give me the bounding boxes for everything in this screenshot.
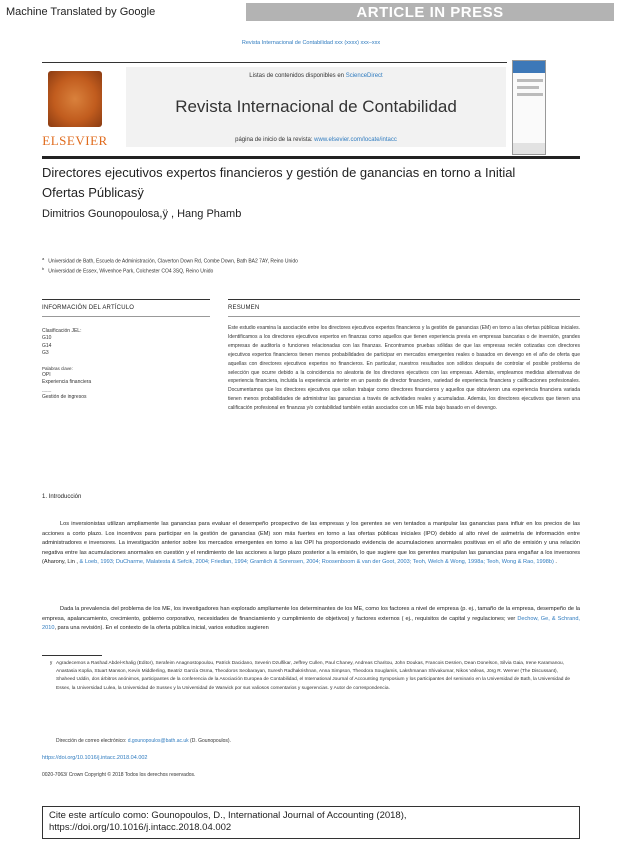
doi-link[interactable]: https://doi.org/10.1016/j.intacc.2018.04.002 <box>42 755 148 761</box>
abstract-text: Este estudio examina la asociación entre los directores ejecutivos expertos financieros y la gestión de ganancias (EM) en torno a las ofertas públicas iniciales. Identificamos a los directores ejecutivos expertos en finanzas como aquellos que tienen experiencia previa en empresas bancarias o de inversión, grandes empresas de auditoría o funciones relacionadas con las finanzas. Encontramos pruebas sólidas de que las empresas recién cotizadas con directores ejecutivos expertos financieros tienen menos probabilidades de participar en mercados emergentes reales o basados en devengo en el año de oferta que aquellas con directores ejecutivos expertos no financieros. En particular, nuestros resultados son sólidos después de controlar el posible problema de selección que ocurre debido a la coincidencia no aleatoria de los directores ejecutivos con las empresas. Además, empleamos medidas alternativas de experiencia financiera, incluida la experiencia anterior en un puesto de director financiero, variedad de experiencia financiera y calificaciones profesionales. Documentamos que los directores ejecutivos que solían trabajar como directores financieros y aquellos que obtuvieron una experiencia financiera variada tienen menos probabilidades de administrar las ganancias a través de actividades reales y acumuladas. Además, los directores ejecutivos que tienen una calificación profesional en finanzas y/o contabilidad también están asociados con un ME más bajo basado en el devengo. <box>228 325 580 412</box>
article-info-subdivider <box>42 316 210 317</box>
jel-code: G3 <box>42 350 49 357</box>
journal-homepage-link[interactable]: www.elsevier.com/locate/intacc <box>314 137 397 143</box>
elsevier-logo-text: ELSEVIER <box>42 133 108 148</box>
email-link[interactable]: d.gounopoulos@bath.ac.uk <box>127 738 189 744</box>
article-in-press-banner: ARTICLE IN PRESS <box>246 3 614 21</box>
article-info-heading: INFORMACIÓN DEL ARTÍCULO <box>42 305 135 311</box>
article-info-block <box>42 328 172 402</box>
keywords-label: Palabras clave: <box>42 365 73 371</box>
contents-availability: Listas de contenidos disponibles en ScienceDirect <box>249 73 383 79</box>
citation-links[interactable]: & Loeb, 1993; DuCharme, Malatesta & Sefcik, 2004; Friedlan, 1994; Gramlich & Sorensen, 2004; Roosenboom & van der Goot, 2003; Teoh, Welch & Wong, 1998a; Teoh, Wong & Rao, 1998b) <box>79 559 554 565</box>
keyword: Experiencia financiera <box>42 379 92 386</box>
keyword: ------- <box>42 387 52 393</box>
jel-label: Clasificación JEL: <box>42 328 82 334</box>
citation-doi[interactable]: https://doi.org/10.1016/j.intacc.2018.04.002 <box>49 822 232 833</box>
abstract-divider <box>228 299 580 300</box>
journal-homepage: página de inicio de la revista: www.elsevier.com/locate/intacc <box>235 137 397 143</box>
citation-line: Cite este artículo como: Gounopoulos, D., International Journal of Accounting (2018), <box>49 810 407 821</box>
keyword: OPI <box>42 372 51 379</box>
affiliation-b: $^b$Universidad de Essex, Wivenhoe Park, Colchester CO4 3SQ, Reino Unido <box>42 266 214 275</box>
elsevier-tree-icon <box>48 71 102 127</box>
intro-paragraph-1: Los inversionistas utilizan ampliamente las ganancias para evaluar el desempeño prospectivo de las empresas y los gerentes se ven tentados a manipular las ganancias para influir en los precios de las acciones a corto plazo. Los incentivos para participar en la gestión de ganancias (EM) son más fuertes en torno a las ofertas públicas iniciales (IPO) debido al alto nivel de asimetría de información entre administradores e inversores. La investigación anterior sobre los mercados emergentes en torno a las OPI ha proporcionado evidencia de acumulaciones anormales positivas en el año de emisión y una relación negativa entre las acumulaciones anormales en cuestión y el rendimiento de las acciones a largo plazo posterior a la emisión, lo que sugiere que los gerentes manipulan las ganancias para engañar a los inversores (Aharony, Lin , & Loeb, 1993; DuCharme, Malatesta & Sefcik, 2004; Friedlan, 1994; Gramlich & Sorensen, 2004; Roosenboom & van der Goot, 2003; Teoh, Welch & Wong, 1998a; Teoh, Wong & Rao, 1998b) . <box>42 521 580 565</box>
machine-translated-label: Machine Translated by Google <box>6 6 156 18</box>
introduction-heading: 1. Introducción <box>42 494 82 500</box>
journal-cover-thumbnail <box>512 60 546 155</box>
corresponding-email: Dirección de correo electrónico: d.gounopoulos@bath.ac.uk (D. Gounopoulos). <box>56 738 231 744</box>
abstract-subdivider <box>228 316 580 317</box>
article-info-divider <box>42 299 210 300</box>
header-divider <box>42 156 580 159</box>
copyright-notice: 0020-7063/ Crown Copyright © 2018 Todos los derechos reservados. <box>42 772 196 778</box>
affiliation-a: $^a$Universidad de Bath, Escuela de Administración, Claverton Down Rd, Combe Down, Bath BA2 7AY, Reino Unido <box>42 256 298 265</box>
journal-header-panel <box>126 67 506 147</box>
footnote-mark: ÿ <box>50 660 53 665</box>
citation-link-dechow[interactable]: Dechow, Ge, & Schrand, 2010 <box>42 615 580 631</box>
acknowledgements-footnote: Agradecemos a Rashad Abdel-Khalig (Editor), Serafeim Anagnostopoulou, Patrick Dacidano, Severin Dzulfikar, Jeffrey Cullen, Paul Chaney, Andreas Charitou, John Doukas, Francois Desrien, Dean Donelson, Silvia Gaia, Irene Karamanou, Anastasia Koplia, Stuart Manson, Kevin Middlerling, Beatriz García Osma, Theodoros Seobarayan, Suresh Radhakrishnan, Anna Simpson, Theodora Souglamis, Lakshmanan Shivakumar, Nikos Vafeas, Jörg R. Werner (The Discussant), Shaheed Uddin, dos árbitros anónimos, participantes de la conferencia de la Asociación Europea de Contabilidad, el International Journal of Accounting Symposium y los participantes del seminario en la Universidad de Bath, la Universidad de Essex, la Universidad Lulea, la Universidad de Sussex y la Universidad de Warwick por sus valiosos comentarios y sugerencias. ÿ Autor de correspondencia. <box>56 661 571 691</box>
intro-paragraph-2: Dada la prevalencia del problema de los ME, los investigadores han explorado ampliamente los determinantes de los ME, como los factores a nivel de empresa (p. ej., tamaño de la empresa, desempeño de la empresa, apalancamiento, crecimiento, gobierno corporativo, necesidades de financiamiento y cumplimiento de objetivos) y factores externos ( ej., requisitos de capital y regulaciones; ver Dechow, Ge, & Schrand, 2010, para una revisión). En el contexto de la oferta pública inicial, varios estudios sugieren <box>42 606 580 631</box>
sciencedirect-link[interactable]: ScienceDirect <box>345 73 383 79</box>
journal-header <box>42 62 507 154</box>
journal-reference-link[interactable]: Revista Internacional de Contabilidad xxx (xxxx) xxx–xxx <box>241 40 381 46</box>
jel-code: G10 <box>42 335 52 342</box>
citation-box <box>42 806 580 839</box>
journal-title: Revista Internacional de Contabilidad <box>175 97 457 116</box>
article-authors: Dimitrios Gounopoulosa,ÿ , Hang Phamb <box>42 208 242 220</box>
abstract-heading: RESUMEN <box>228 305 260 311</box>
jel-code: G14 <box>42 342 52 349</box>
article-title: Directores ejecutivos expertos financieros y gestión de ganancias en torno a Initial Ofertas Públicasÿ <box>42 165 516 200</box>
footnote-divider <box>42 655 102 656</box>
elsevier-logo <box>42 67 108 149</box>
keyword: Gestión de ingresos <box>42 394 87 401</box>
